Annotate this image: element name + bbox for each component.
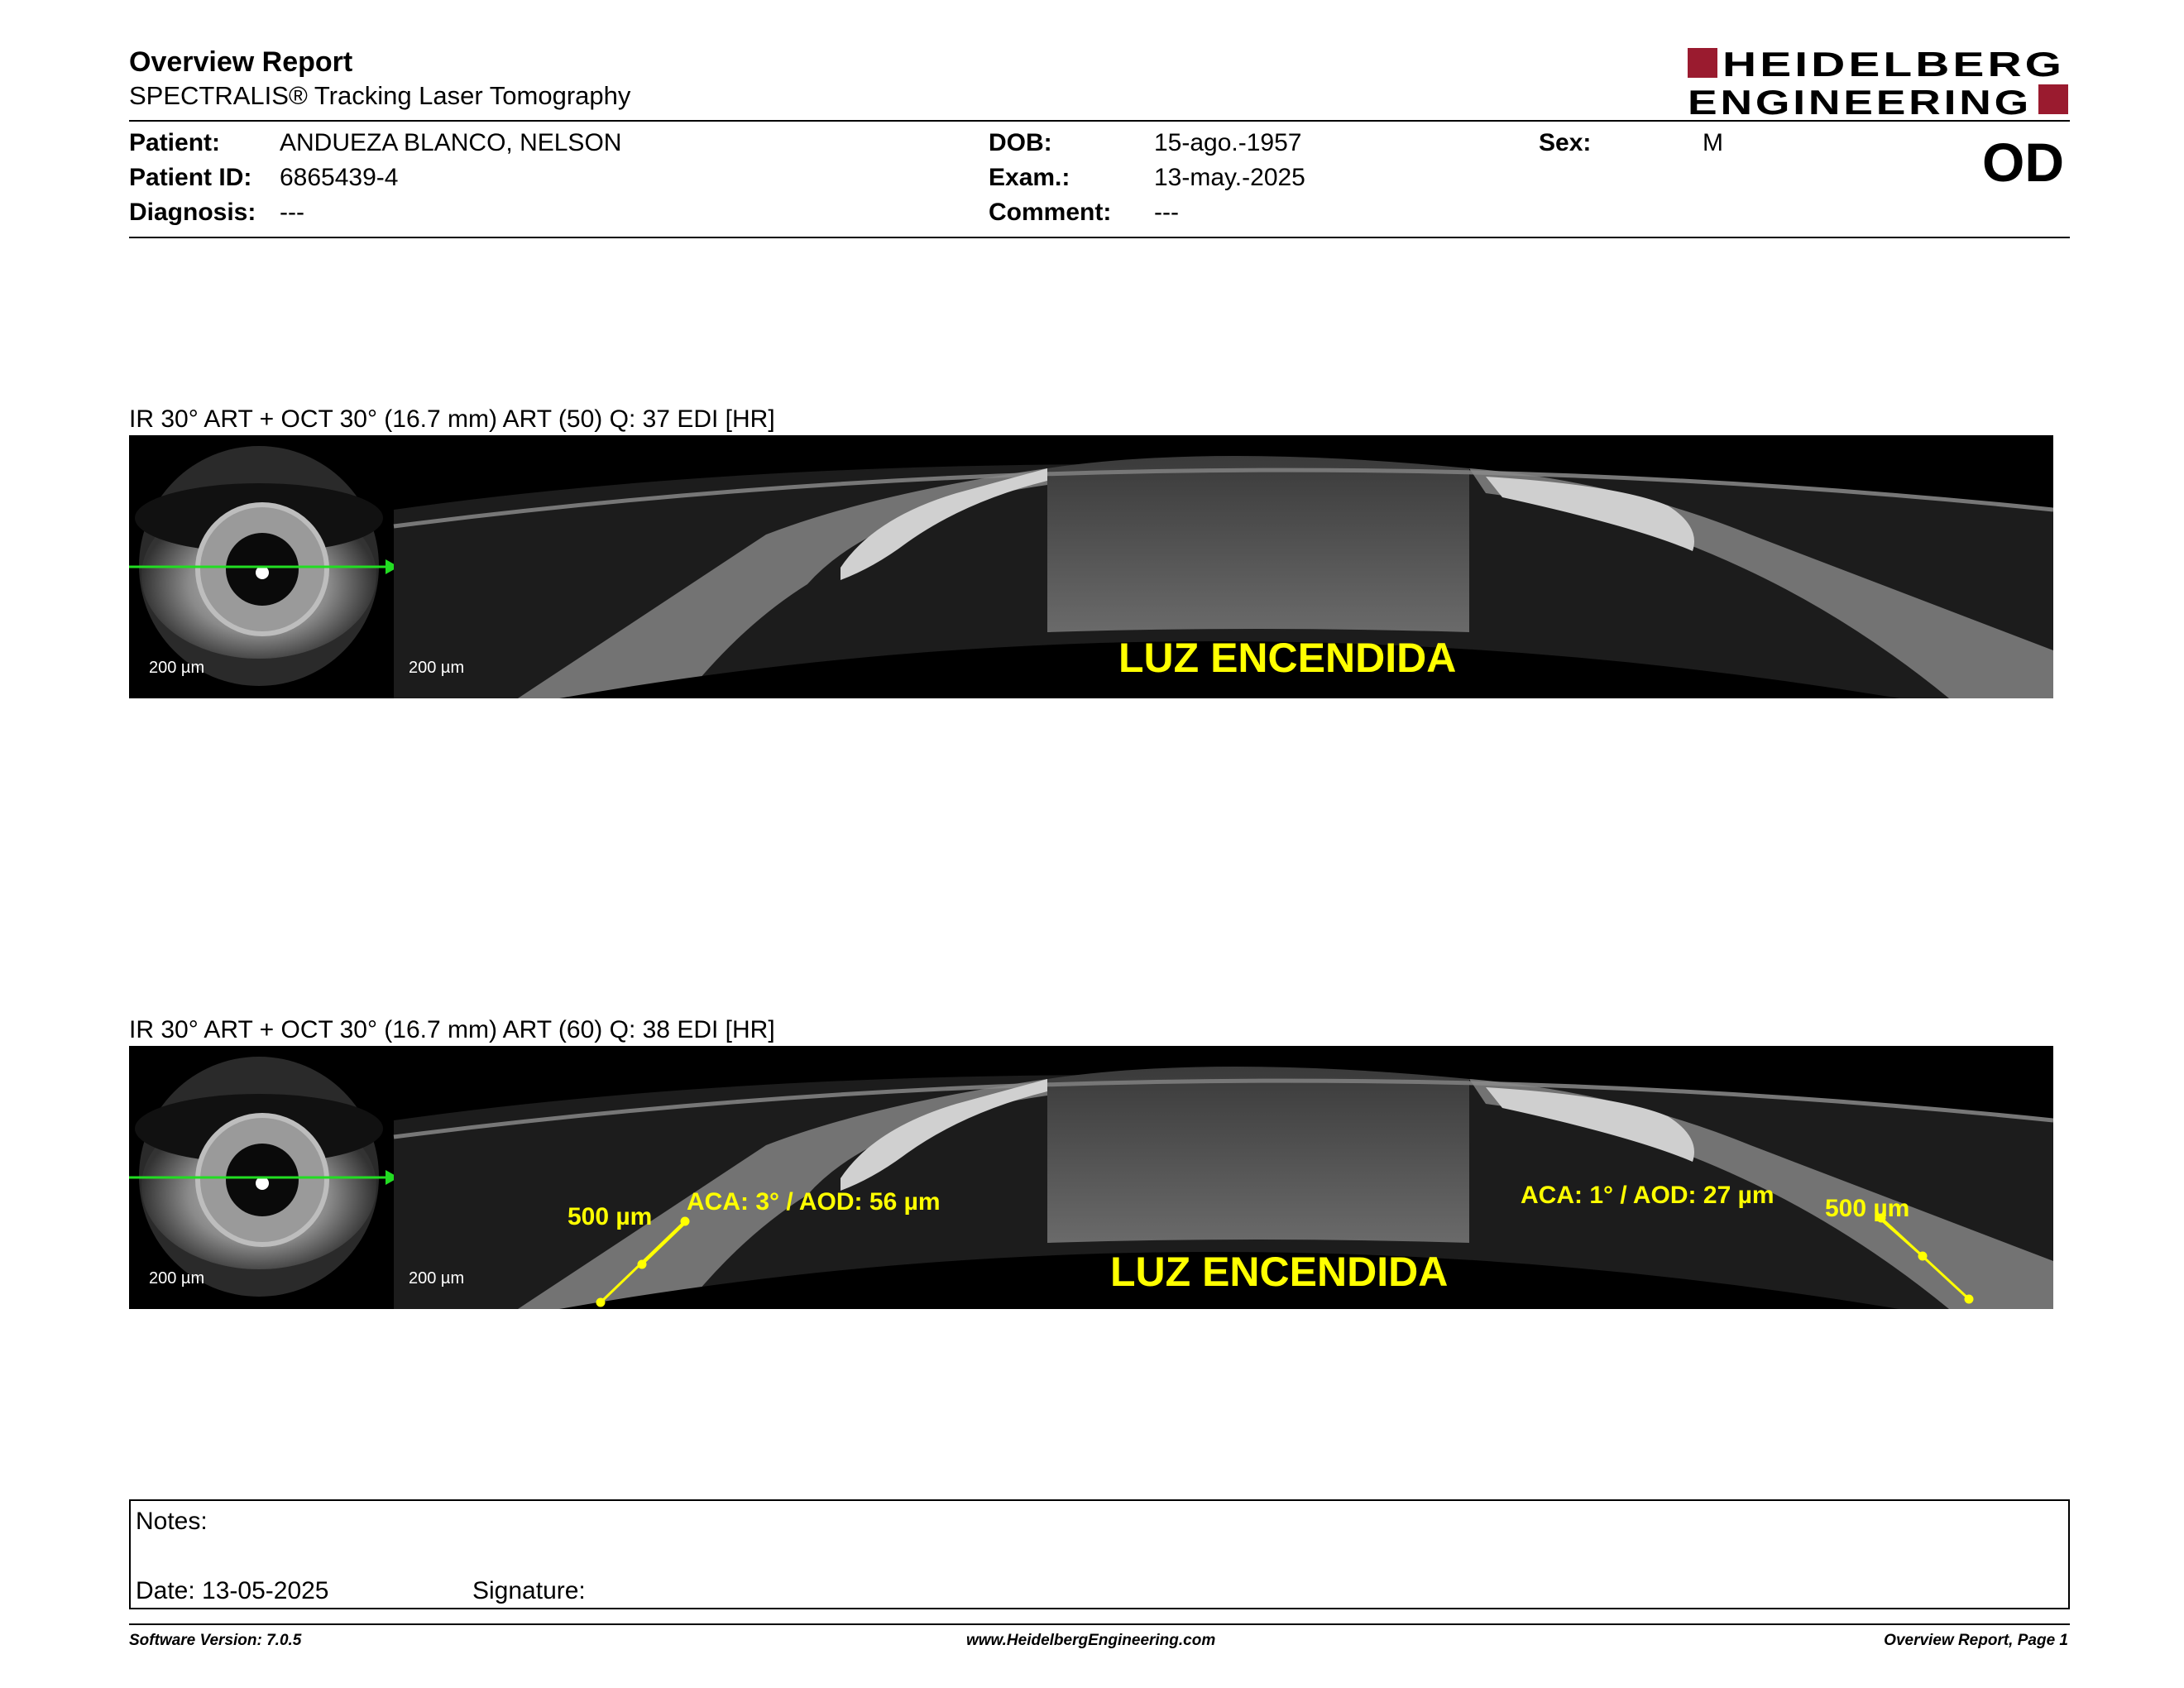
- diagnosis-value: ---: [280, 199, 304, 226]
- scan-1-title: IR 30° ART + OCT 30° (16.7 mm) ART (50) Q: 37 EDI [HR]: [129, 405, 775, 433]
- patient-id: 6865439-4: [280, 164, 399, 191]
- exam-date: 13-may.-2025: [1154, 164, 1305, 191]
- sex-value: M: [1703, 129, 1723, 156]
- svg-text:ENGINEERING: ENGINEERING: [1688, 83, 2032, 117]
- svg-text:HEIDELBERG: HEIDELBERG: [1722, 45, 2065, 84]
- sex-label: Sex:: [1539, 129, 1592, 156]
- ir-scale-label: 200 µm: [149, 659, 205, 677]
- oct-scale-label: 200 µm: [409, 659, 465, 677]
- scan-1-panel[interactable]: [129, 435, 2053, 698]
- right-measure-label: 500 µm: [1825, 1195, 1910, 1222]
- report-subtitle: SPECTRALIS® Tracking Laser Tomography: [129, 81, 631, 110]
- overlay-label: LUZ ENCENDIDA: [1118, 635, 1457, 681]
- page-label: Overview Report, Page 1: [1884, 1632, 2068, 1649]
- dob-label: DOB:: [989, 129, 1052, 156]
- date-label: Date: 13-05-2025: [136, 1577, 329, 1604]
- left-angle-label: ACA: 3° / AOD: 56 µm: [687, 1188, 941, 1216]
- dob-value: 15-ago.-1957: [1154, 129, 1302, 156]
- notes-box[interactable]: [129, 1499, 2070, 1609]
- software-version: Software Version: 7.0.5: [129, 1632, 302, 1649]
- heidelberg-logo: [1688, 45, 2068, 117]
- exam-label: Exam.:: [989, 164, 1070, 191]
- footer-divider: [129, 1623, 2070, 1625]
- patient-id-label: Patient ID:: [129, 164, 252, 191]
- patient-divider: [129, 237, 2070, 238]
- oct-scale-label: 200 µm: [409, 1269, 465, 1288]
- patient-name: ANDUEZA BLANCO, NELSON: [280, 129, 622, 156]
- website-link[interactable]: www.HeidelbergEngineering.com: [966, 1632, 1216, 1649]
- scan-2-panel[interactable]: [129, 1046, 2053, 1309]
- comment-label: Comment:: [989, 199, 1112, 226]
- eye-side: OD: [1982, 132, 2064, 193]
- ir-scale-label: 200 µm: [149, 1269, 205, 1288]
- notes-label: Notes:: [136, 1508, 208, 1535]
- right-angle-label: ACA: 1° / AOD: 27 µm: [1521, 1182, 1774, 1209]
- header-divider: [129, 120, 2070, 122]
- report-title: Overview Report: [129, 46, 353, 78]
- signature-label: Signature:: [472, 1577, 586, 1604]
- comment-value: ---: [1154, 199, 1179, 226]
- patient-label: Patient:: [129, 129, 221, 156]
- left-measure-label: 500 µm: [568, 1203, 653, 1230]
- overlay-label: LUZ ENCENDIDA: [1110, 1249, 1449, 1295]
- scan-2-title: IR 30° ART + OCT 30° (16.7 mm) ART (60) Q: 38 EDI [HR]: [129, 1016, 775, 1043]
- diagnosis-label: Diagnosis:: [129, 199, 256, 226]
